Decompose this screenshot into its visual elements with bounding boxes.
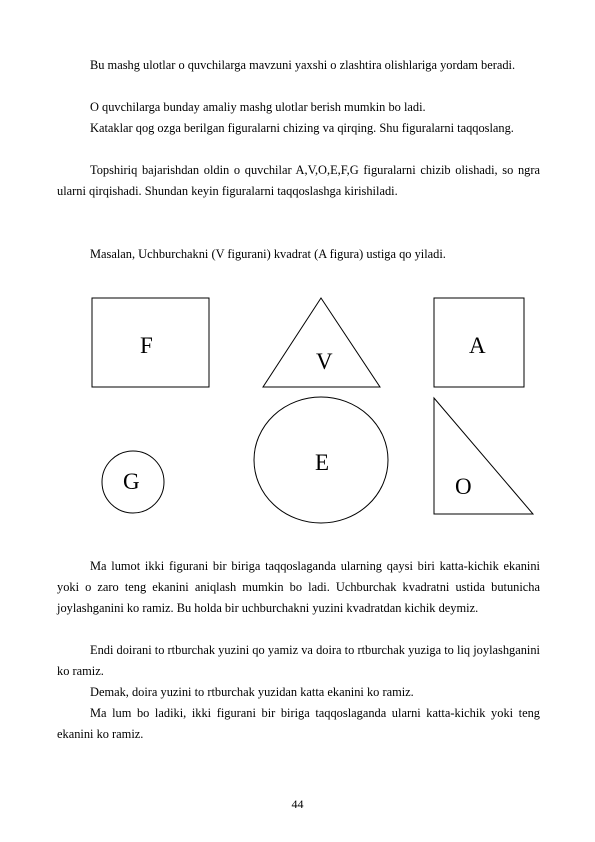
paragraph-1: Bu mashg ulotlar o quvchilarga mavzuni yaxshi o zlashtira olishlariga yordam beradi.: [90, 58, 516, 72]
label-v: V: [316, 349, 333, 374]
label-o: O: [455, 474, 472, 499]
paragraph-9: Ma lum bo ladiki, ikki figurani bir biriga taqqoslaganda ularni katta-kichik yoki teng ekanini ko ramiz.: [57, 706, 540, 741]
paragraph-5: Masalan, Uchburchakni (V figurani) kvadrat (A figura) ustiga qo yiladi.: [90, 247, 446, 261]
page-number: 44: [291, 797, 304, 811]
paragraph-6: Ma lumot ikki figurani bir biriga taqqoslaganda ularning qaysi biri katta-kichik ekanini yoki o zaro teng ekanini aniqlash mumkin bo ladi. Uchburchak kvadratni ustida butunicha joylashganini ko ramiz. Bu holda bir uchburchakni yuzini kvadratdan kichik deymiz.: [57, 559, 540, 615]
label-g: G: [123, 469, 140, 494]
label-a: A: [469, 333, 486, 358]
label-f: F: [140, 333, 153, 358]
right-triangle-o: [434, 398, 533, 514]
paragraph-8: Demak, doira yuzini to rtburchak yuzidan katta ekanini ko ramiz.: [90, 685, 414, 699]
paragraph-7: Endi doirani to rtburchak yuzini qo yamiz va doira to rtburchak yuziga to liq joylashganini ko ramiz.: [57, 643, 540, 678]
paragraph-4: Topshiriq bajarishdan oldin o quvchilar A,V,O,E,F,G figuralarni chizib olishadi, so ngra ularni qirqishadi. Shundan keyin figuralarni taqqoslashga kirishiladi.: [57, 163, 540, 198]
paragraph-3: Kataklar qog ozga berilgan figuralarni chizing va qirqing. Shu figuralarni taqqoslang.: [90, 121, 514, 135]
label-e: E: [315, 450, 330, 475]
paragraph-2: O quvchilarga bunday amaliy mashg ulotlar berish mumkin bo ladi.: [90, 100, 426, 114]
